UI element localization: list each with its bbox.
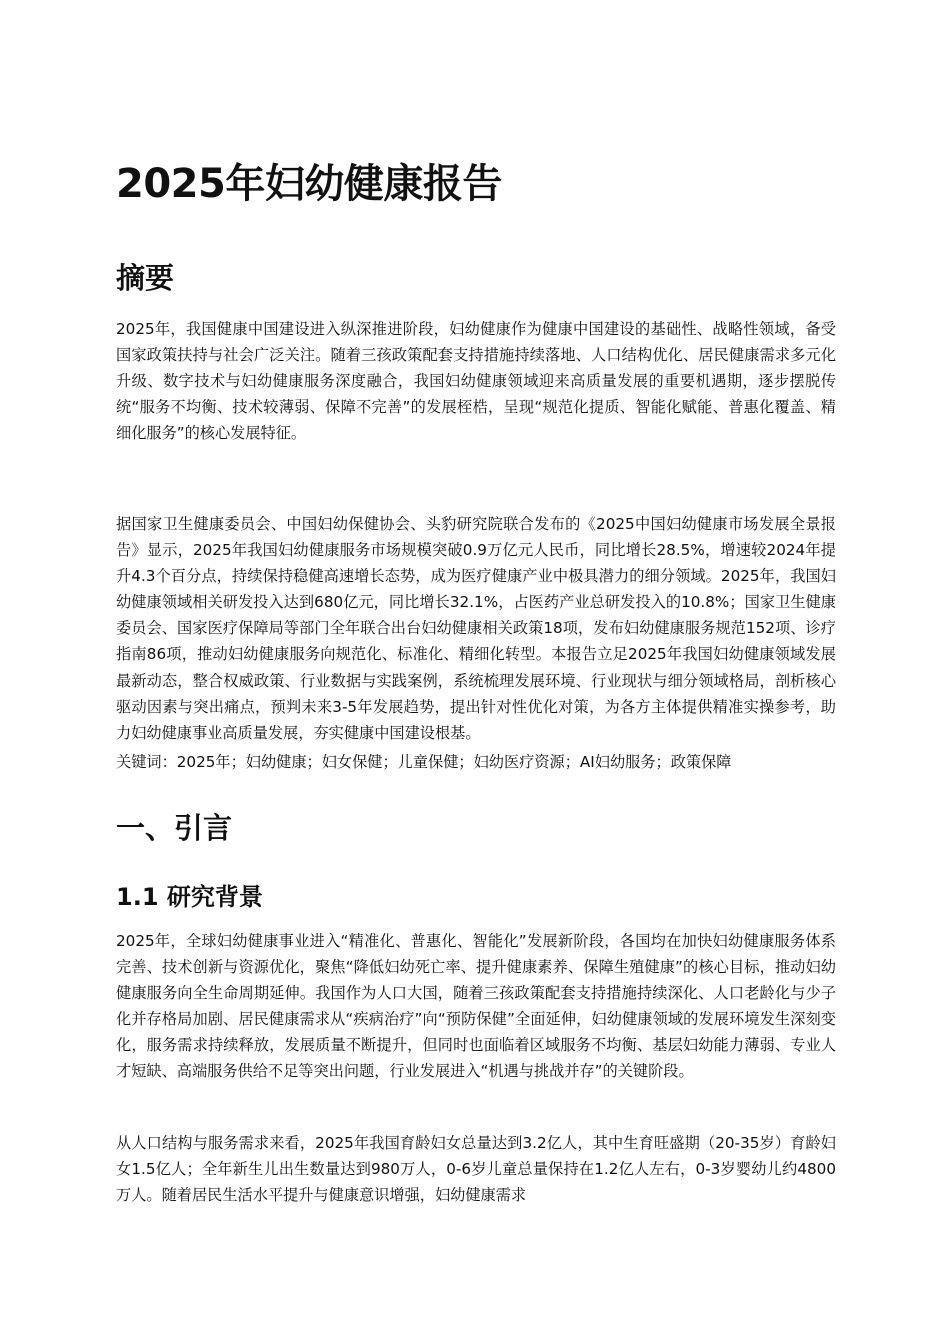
section-heading-introduction: 一、引言 [116, 811, 233, 845]
background-paragraph-1: 2025年，全球妇幼健康事业进入“精准化、普惠化、智能化”发展新阶段，各国均在加快妇幼健康服务体系完善、技术创新与资源优化，聚焦“降低妇幼死亡率、提升健康素养、保障生殖健康”的核心目标，推动妇幼健康服务向全生命周期延伸。我国作为人口大国，随着三孩政策配套支持措施持续深化、人口老龄化与少子化并存格局加剧、居民健康需求从“疾病治疗”向“预防保健”全面延伸，妇幼健康领域的发展环境发生深刻变化，服务需求持续释放，发展质量不断提升，但同时也面临着区域服务不均衡、基层妇幼能力薄弱、专业人才短缺、高端服务供给不足等突出问题，行业发展进入“机遇与挑战并存”的关键阶段。 [116, 932, 836, 1081]
keywords-line: 关键词：2025年；妇幼健康；妇女保健；儿童保健；妇幼医疗资源；AI妇幼服务；政策保障 [116, 753, 732, 771]
background-paragraph-2: 从人口结构与服务需求来看，2025年我国育龄妇女总量达到3.2亿人，其中生育旺盛期（20-35岁）育龄妇女1.5亿人；全年新生儿出生数量达到980万人，0-6岁儿童总量保持在1.2亿人左右，0-3岁婴幼儿约4800万人。随着居民生活水平提升与健康意识增强，妇幼健康需求 [116, 1134, 836, 1205]
abstract-paragraph-1: 2025年，我国健康中国建设进入纵深推进阶段，妇幼健康作为健康中国建设的基础性、战略性领域，备受国家政策扶持与社会广泛关注。随着三孩政策配套支持措施持续落地、人口结构优化、居民健康需求多元化升级、数字技术与妇幼健康服务深度融合，我国妇幼健康领域迎来高质量发展的重要机遇期，逐步摆脱传统“服务不均衡、技术较薄弱、保障不完善”的发展桎梏，呈现“规范化提质、智能化赋能、普惠化覆盖、精细化服务”的核心发展特征。 [116, 320, 836, 443]
abstract-paragraph-2: 据国家卫生健康委员会、中国妇幼保健协会、头豹研究院联合发布的《2025中国妇幼健康市场发展全景报告》显示，2025年我国妇幼健康服务市场规模突破0.9万亿元人民币，同比增长28.5%，增速较2024年提升4.3个百分点，持续保持稳健高速增长态势，成为医疗健康产业中极具潜力的细分领域。2025年，我国妇幼健康领域相关研发投入达到680亿元，同比增长32.1%，占医药产业总研发投入的10.8%；国家卫生健康委员会、国家医疗保障局等部门全年联合出台妇幼健康相关政策18项，发布妇幼健康服务规范152项、诊疗指南86项，推动妇幼健康服务向规范化、标准化、精细化转型。本报告立足2025年我国妇幼健康领域发展最新动态，整合权威政策、行业数据与实践案例，系统梳理发展环境、行业现状与细分领域格局，剖析核心驱动因素与突出痛点，预判未来3-5年发展趋势，提出针对性优化对策，为各方主体提供精准实操参考，助力妇幼健康事业高质量发展，夯实健康中国建设根基。 [116, 515, 836, 742]
document-title: 2025年妇幼健康报告 [116, 161, 502, 207]
subsection-heading-research-background: 1.1 研究背景 [116, 883, 263, 911]
abstract-heading: 摘要 [116, 261, 175, 295]
